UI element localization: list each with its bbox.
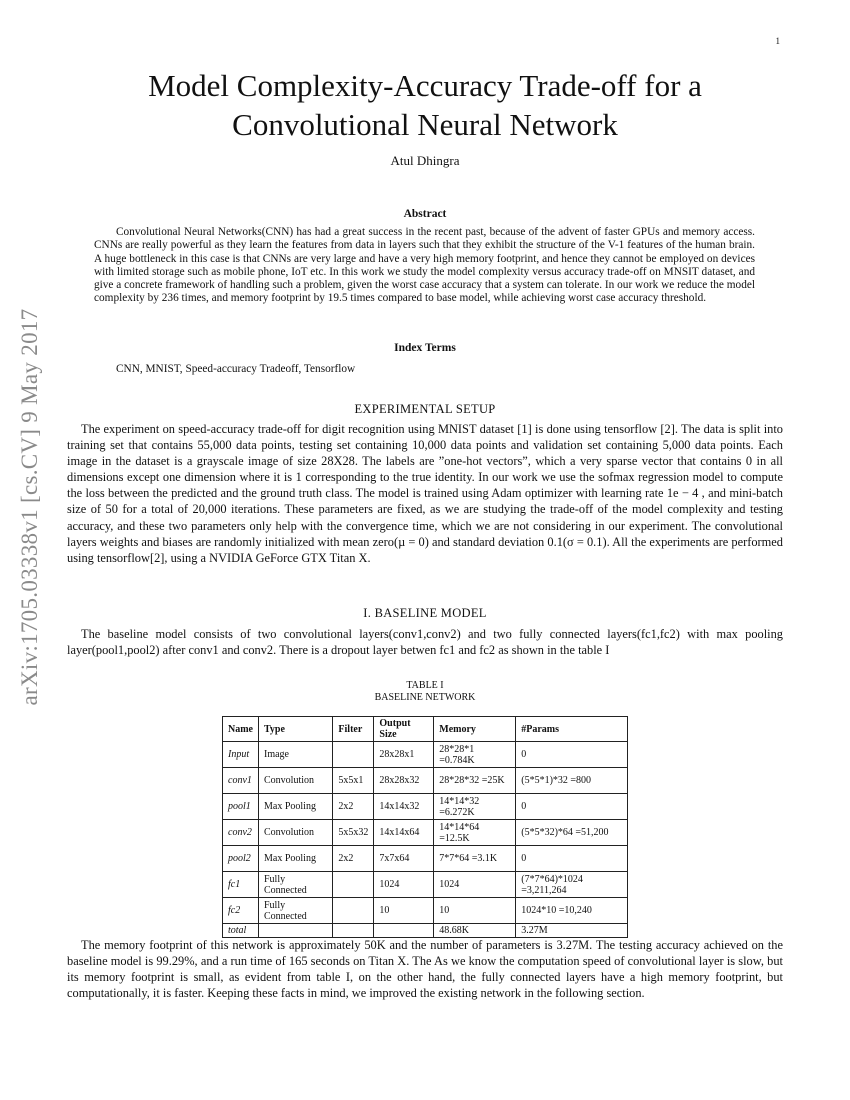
table-row <box>223 846 628 872</box>
title-line-1: Model Complexity-Accuracy Trade-off for a <box>148 68 702 103</box>
filter-cell: 2x2 <box>333 846 374 872</box>
params-cell: (5*5*32)*64 =51,200 <box>516 820 628 846</box>
experimental-setup-body: The experiment on speed-accuracy trade-off for digit recognition using MNIST dataset [1] is done using tensorflow [2]. The data is split into training set that contains 55,000 data points, testing set containing 10,000 data points and validation set containing 5,000 data points. Each image in the dataset is a grayscale image of size 28X28. The labels are ”one-hot vectors”, which a very sparse vector that contains 0 in all dimensions except one dimension where it is 1 corresponding to the true identity. In our work we use the sofmax regression model to compute the loss between the predicted and the ground truth class. The model is trained using Adam optimizer with learning rate 1e − 4 , and mini-batch size of 50 for a total of 20,000 iterations. These parameters are fixed, as we are studying the trade-off of the model complexity and testing accuracy, and these two parameters only help with the convergence time, which we are not considering in our experiment. The convolutional layers weights and biases are randomly initialized with mean zero(µ = 0) and standard deviation 0.1(σ = 0.1). All the experiments are performed using tensorflow[2], using a NVIDIA GeForce GTX Titan X. <box>67 422 783 565</box>
filter-cell: 2x2 <box>333 794 374 820</box>
layer-name-cell: fc2 <box>223 898 259 924</box>
params-cell: 3.27M <box>516 924 628 938</box>
layer-type-cell: Fully Connected <box>259 898 333 924</box>
layer-name-cell: conv1 <box>223 768 259 794</box>
table-total-row <box>223 924 628 938</box>
params-cell: 0 <box>516 794 628 820</box>
table-caption <box>0 680 850 704</box>
table-header-cell: Name <box>223 717 259 742</box>
layer-name-cell: pool2 <box>223 846 259 872</box>
layer-type-cell: Fully Connected <box>259 872 333 898</box>
output-size-cell <box>374 924 434 938</box>
memory-cell: 1024 <box>434 872 516 898</box>
filter-cell: 5x5x1 <box>333 768 374 794</box>
params-cell: (7*7*64)*1024 =3,211,264 <box>516 872 628 898</box>
output-size-cell: 14x14x64 <box>374 820 434 846</box>
params-cell: 0 <box>516 846 628 872</box>
layer-type-cell: Max Pooling <box>259 846 333 872</box>
memory-cell: 14*14*64 =12.5K <box>434 820 516 846</box>
memory-cell: 28*28*1 =0.784K <box>434 742 516 768</box>
layer-name-cell: pool1 <box>223 794 259 820</box>
params-cell: (5*5*1)*32 =800 <box>516 768 628 794</box>
layer-type-cell: Image <box>259 742 333 768</box>
layer-name-cell: conv2 <box>223 820 259 846</box>
author-name: Atul Dhingra <box>390 153 460 168</box>
memory-cell: 48.68K <box>434 924 516 938</box>
filter-cell <box>333 898 374 924</box>
output-size-cell: 14x14x32 <box>374 794 434 820</box>
table-row <box>223 794 628 820</box>
table-header-row <box>223 717 628 742</box>
output-size-cell: 1024 <box>374 872 434 898</box>
output-size-cell: 7x7x64 <box>374 846 434 872</box>
layer-type-cell <box>259 924 333 938</box>
table-header-cell: #Params <box>516 717 628 742</box>
output-size-cell: 10 <box>374 898 434 924</box>
table-header-cell: Type <box>259 717 333 742</box>
closing-paragraph: The memory footprint of this network is approximately 50K and the number of parameters is 3.27M. The testing accuracy achieved on the baseline model is 99.29%, and a run time of 165 seconds on Titan X. The As we know the computation speed of convolutional layer is slow, but its memory footprint is small, as evident from table I, on the other hand, the fully connected layers have a high memory footprint, but computationally, it is faster. Keeping these facts in mind, we improved the existing network in the following section. <box>67 938 783 1001</box>
filter-cell <box>333 742 374 768</box>
table-title: BASELINE NETWORK <box>374 692 476 703</box>
layer-type-cell: Convolution <box>259 820 333 846</box>
table-row <box>223 872 628 898</box>
table-header-cell: Memory <box>434 717 516 742</box>
baseline-model-heading: I. BASELINE MODEL <box>363 606 487 620</box>
params-cell: 0 <box>516 742 628 768</box>
output-size-cell: 28x28x32 <box>374 768 434 794</box>
layer-name-cell: fc1 <box>223 872 259 898</box>
memory-cell: 28*28*32 =25K <box>434 768 516 794</box>
memory-cell: 7*7*64 =3.1K <box>434 846 516 872</box>
abstract-heading: Abstract <box>403 208 447 220</box>
table-header-cell: Output Size <box>374 717 434 742</box>
baseline-model-body: The baseline model consists of two convolutional layers(conv1,conv2) and two fully connected layers(fc1,fc2) with max pooling layer(pool1,pool2) after conv1 and conv2. There is a dropout layer betwen fc1 and fc2 as shown in the table I <box>67 627 783 658</box>
params-cell: 1024*10 =10,240 <box>516 898 628 924</box>
layer-type-cell: Max Pooling <box>259 794 333 820</box>
layer-name-cell: Input <box>223 742 259 768</box>
index-terms-heading: Index Terms <box>394 342 456 354</box>
output-size-cell: 28x28x1 <box>374 742 434 768</box>
table-row <box>223 898 628 924</box>
paper-title <box>0 66 850 144</box>
table-row <box>223 742 628 768</box>
filter-cell <box>333 924 374 938</box>
table-row <box>223 768 628 794</box>
memory-cell: 10 <box>434 898 516 924</box>
table-header-cell: Filter <box>333 717 374 742</box>
layer-name-cell: total <box>223 924 259 938</box>
filter-cell: 5x5x32 <box>333 820 374 846</box>
abstract-body: Convolutional Neural Networks(CNN) has had a great success in the recent past, because of the advent of faster GPUs and memory access. CNNs are really powerful as they learn the features from data in layers such that they exhibit the structure of the V-1 features of the human brain. A huge bottleneck in this case is that CNNs are very large and have a very high memory footprint, and hence they cannot be employed on devices with limited storage such as mobile phone, IoT etc. In this work we study the model complexity versus accuracy trade-off on MNSIT dataset, and give a concrete framework of handling such a problem, given the worst case accuracy that a system can tolerate. In our work we reduce the model complexity by 236 times, and memory footprint by 19.5 times compared to base model, while achieving worst case accuracy threshold. <box>94 226 755 305</box>
baseline-network-table <box>222 716 628 938</box>
arxiv-stamp: arXiv:1705.03338v1 [cs.CV] 9 May 2017 <box>17 308 42 706</box>
table-label: TABLE I <box>406 680 444 691</box>
memory-cell: 14*14*32 =6.272K <box>434 794 516 820</box>
index-terms: CNN, MNIST, Speed-accuracy Tradeoff, Tensorflow <box>116 363 356 375</box>
experimental-setup-heading: EXPERIMENTAL SETUP <box>354 402 496 416</box>
layer-type-cell: Convolution <box>259 768 333 794</box>
filter-cell <box>333 872 374 898</box>
title-line-2: Convolutional Neural Network <box>232 107 618 142</box>
table-row <box>223 820 628 846</box>
page-number: 1 <box>775 36 780 46</box>
